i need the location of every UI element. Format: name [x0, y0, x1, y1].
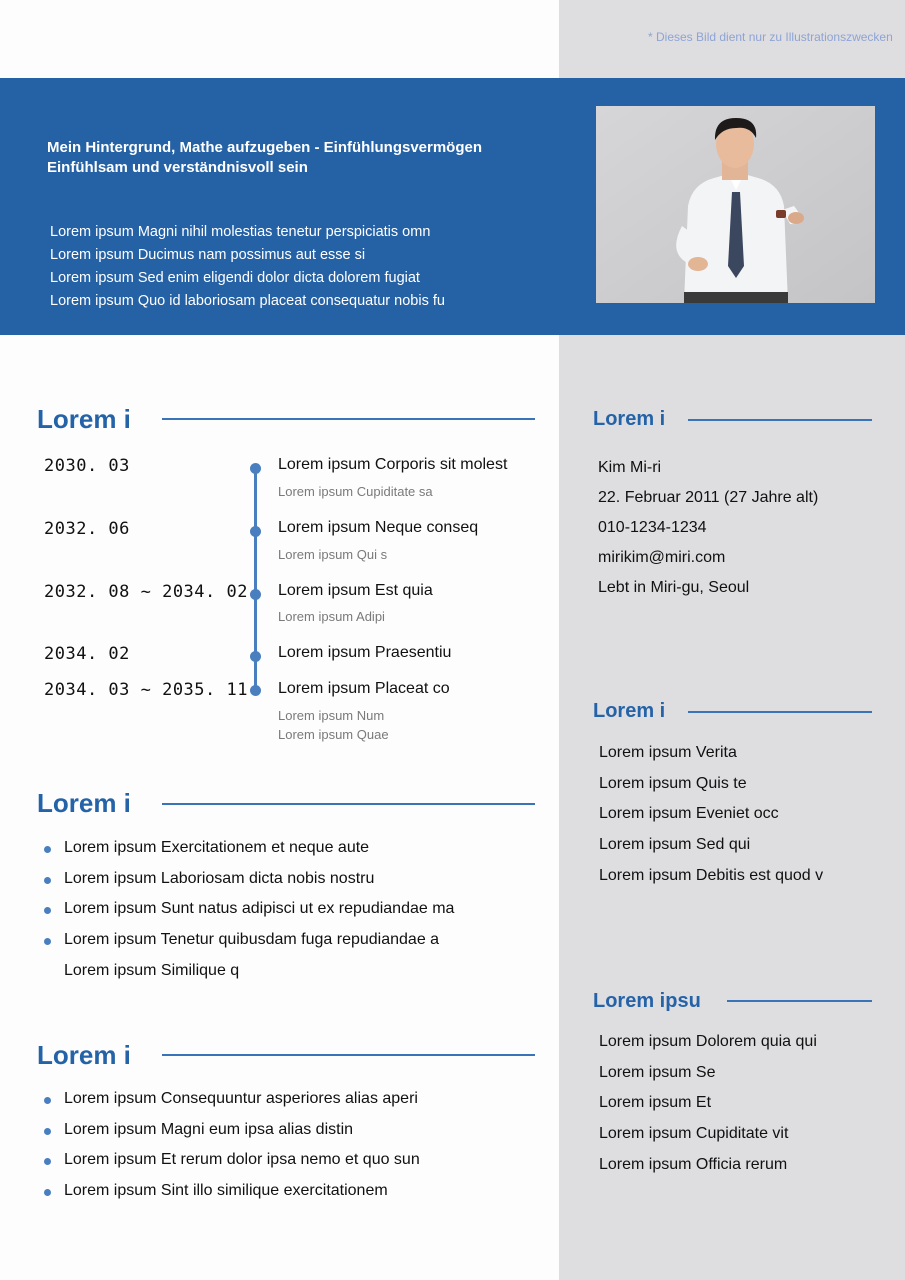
- skills-rule: [688, 711, 872, 713]
- list-item: [44, 925, 454, 956]
- section-two-rule: [162, 803, 535, 805]
- contact-name: Kim Mi-ri: [598, 459, 662, 476]
- list-item-text: Lorem ipsum Similique q: [64, 961, 240, 979]
- timeline-subtitle: Lorem ipsum Qui s: [278, 547, 388, 562]
- list-item: Lorem ipsum Cupiditate vit: [599, 1125, 789, 1143]
- bullet-icon: [44, 938, 51, 945]
- list-item: Lorem ipsum Officia rerum: [599, 1155, 788, 1173]
- contact-heading: Lorem i: [593, 408, 666, 430]
- timeline-dot: [250, 589, 261, 600]
- bullet-icon: [44, 1158, 51, 1165]
- profile-photo: [596, 106, 875, 303]
- list-item-text: Lorem ipsum Sint illo similique exercitationem: [64, 1182, 388, 1200]
- contact-location: Lebt in Miri-gu, Seoul: [598, 579, 750, 596]
- contact-birthdate: 22. Februar 2011 (27 Jahre alt): [598, 489, 819, 506]
- bullet-icon: [44, 1097, 51, 1104]
- timeline-title: Lorem ipsum Placeat co: [278, 680, 450, 697]
- list-item: [44, 864, 454, 895]
- extra-rule: [727, 1000, 872, 1002]
- contact-list: [598, 453, 818, 603]
- extra-list: [599, 1027, 817, 1181]
- profile-photo-illustration: [596, 106, 875, 303]
- illustration-note: * Dieses Bild dient nur zu Illustrationszwecken: [648, 30, 893, 44]
- list-item: Lorem ipsum Sed qui: [599, 836, 751, 854]
- list-item: [44, 833, 454, 864]
- header-banner: [0, 78, 905, 335]
- bullet-icon: [44, 907, 51, 914]
- bullet-icon: [44, 1128, 51, 1135]
- list-item: [44, 1145, 420, 1176]
- list-item: Lorem ipsum Dolorem quia qui: [599, 1033, 817, 1050]
- banner-intro-line: Lorem ipsum Sed enim eligendi dolor dicta dolorem fugiat: [50, 270, 420, 286]
- list-item: [44, 1115, 420, 1146]
- banner-title-line: Einfühlsam und verständnisvoll sein: [47, 159, 308, 176]
- timeline-date: 2032. 08 ~ 2034. 02: [44, 582, 248, 602]
- list-item-continuation: [44, 956, 454, 987]
- section-three-list: [44, 1084, 420, 1207]
- banner-title-line: Mein Hintergrund, Mathe aufzugeben - Einfühlungsvermögen: [47, 139, 483, 156]
- section-three-rule: [162, 1054, 535, 1056]
- banner-intro: [50, 221, 445, 313]
- list-item-text: Lorem ipsum Et rerum dolor ipsa nemo et quo sun: [64, 1151, 420, 1169]
- list-item: [44, 894, 454, 925]
- skills-list: [599, 738, 823, 892]
- list-item-text: Lorem ipsum Sunt natus adipisci ut ex repudiandae ma: [64, 900, 455, 918]
- list-item-text: Lorem ipsum Laboriosam dicta nobis nostru: [64, 869, 375, 887]
- list-item: Lorem ipsum Se: [599, 1063, 716, 1081]
- list-item: Lorem ipsum Eveniet occ: [599, 805, 779, 823]
- experience-rule: [162, 418, 535, 420]
- timeline-dot: [250, 526, 261, 537]
- list-item-text: Lorem ipsum Exercitationem et neque aute: [64, 839, 370, 856]
- list-item-text: Lorem ipsum Consequuntur asperiores alias aperi: [64, 1090, 418, 1107]
- section-three-heading: Lorem i: [37, 1040, 131, 1070]
- bullet-icon: [44, 1189, 51, 1196]
- timeline-date: 2034. 03 ~ 2035. 11: [44, 680, 248, 700]
- list-item: [44, 1176, 420, 1207]
- timeline-title: Lorem ipsum Neque conseq: [278, 519, 479, 536]
- timeline-date: 2034. 02: [44, 644, 130, 664]
- list-item-text: Lorem ipsum Tenetur quibusdam fuga repudiandae a: [64, 931, 440, 949]
- timeline-dot: [250, 463, 261, 474]
- bullet-icon: [44, 877, 51, 884]
- list-item: Lorem ipsum Debitis est quod v: [599, 866, 824, 884]
- banner-intro-line: Lorem ipsum Ducimus nam possimus aut esse si: [50, 247, 366, 263]
- experience-heading: Lorem i: [37, 404, 131, 434]
- list-item: Lorem ipsum Verita: [599, 744, 737, 761]
- section-two-heading: Lorem i: [37, 788, 131, 818]
- timeline-subtitle: Lorem ipsum Adipi: [278, 609, 385, 624]
- list-item: Lorem ipsum Et: [599, 1094, 712, 1112]
- timeline-date: 2030. 03: [44, 456, 130, 476]
- timeline-subtitle: Lorem ipsum Cupiditate sa: [278, 484, 433, 499]
- section-two-list: [44, 833, 454, 987]
- extra-heading: Lorem ipsu: [593, 990, 701, 1012]
- timeline-title: Lorem ipsum Praesentiu: [278, 644, 452, 661]
- timeline-title: Lorem ipsum Corporis sit molest: [278, 456, 508, 473]
- contact-phone: 010-1234-1234: [598, 519, 707, 536]
- timeline-dot: [250, 651, 261, 662]
- timeline-title: Lorem ipsum Est quia: [278, 582, 433, 599]
- contact-email: mirikim@miri.com: [598, 549, 726, 566]
- list-item-text: Lorem ipsum Magni eum ipsa alias distin: [64, 1120, 354, 1138]
- list-item: Lorem ipsum Quis te: [599, 774, 747, 792]
- timeline-dot: [250, 685, 261, 696]
- skills-heading: Lorem i: [593, 700, 666, 722]
- timeline-subtitle: Lorem ipsum Quae: [278, 727, 389, 742]
- contact-rule: [688, 419, 872, 421]
- list-item: [44, 1084, 420, 1115]
- timeline-subtitle: Lorem ipsum Num: [278, 708, 385, 723]
- banner-intro-line: Lorem ipsum Magni nihil molestias tenetur perspiciatis omn: [50, 224, 431, 240]
- banner-intro-line: Lorem ipsum Quo id laboriosam placeat consequatur nobis fu: [50, 293, 445, 309]
- timeline-date: 2032. 06: [44, 519, 130, 539]
- banner-title: [47, 138, 567, 178]
- bullet-icon: [44, 846, 51, 853]
